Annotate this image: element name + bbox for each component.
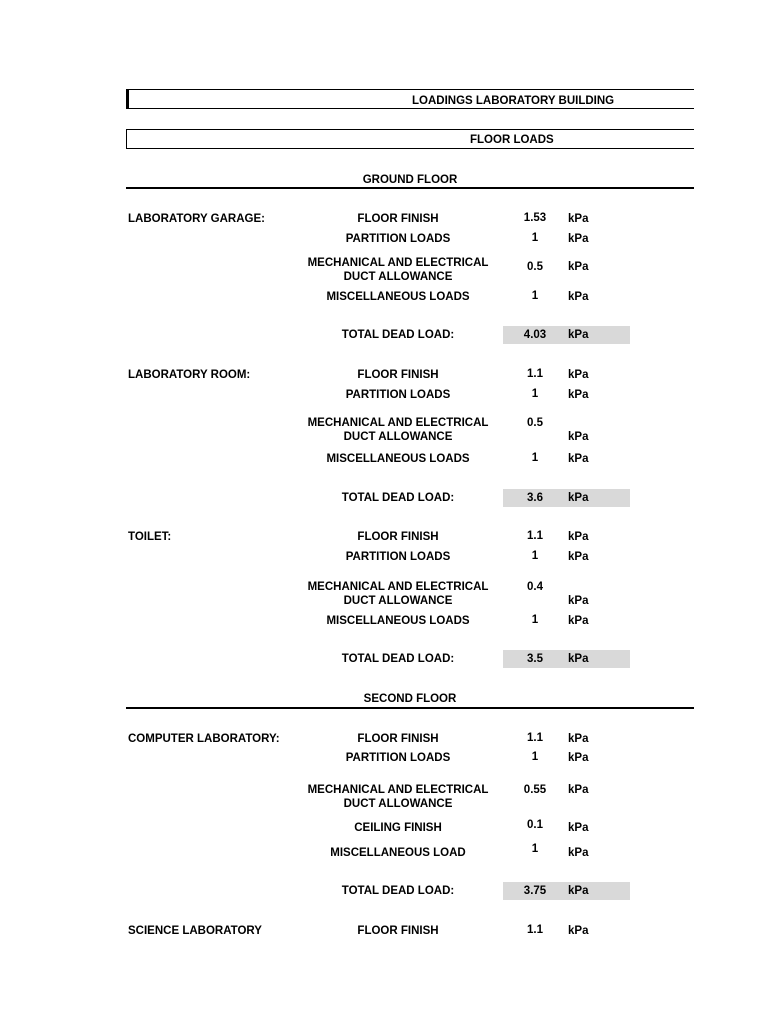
row-value: 0.1 (527, 819, 543, 831)
row-value: 1 (531, 452, 539, 464)
row-label: MISCELLANEOUS LOADS (326, 291, 470, 303)
row-value: 1 (531, 751, 539, 763)
row-label: MECHANICAL AND ELECTRICAL (307, 784, 489, 796)
row-value: 1.53 (523, 212, 547, 224)
row-unit: kPa (568, 847, 589, 859)
group-name-computer-laboratory: COMPUTER LABORATORY: (128, 733, 280, 745)
row-value: 1.1 (527, 732, 543, 744)
section-heading-second-floor: SECOND FLOOR (363, 693, 457, 705)
row-label: PARTITION LOADS (345, 551, 451, 563)
row-label: FLOOR FINISH (357, 925, 439, 937)
row-label: FLOOR FINISH (357, 369, 439, 381)
row-label: PARTITION LOADS (345, 233, 451, 245)
row-value: 1.1 (527, 368, 543, 380)
row-value: 1 (531, 843, 539, 855)
row-label: FLOOR FINISH (357, 733, 439, 745)
row-value: 1 (531, 290, 539, 302)
document-title: LOADINGS LABORATORY BUILDING (412, 95, 615, 107)
row-value: 0.5 (527, 261, 543, 273)
row-unit: kPa (568, 431, 589, 443)
row-unit: kPa (568, 531, 589, 543)
row-label: FLOOR FINISH (357, 213, 439, 225)
total-unit: kPa (568, 885, 589, 897)
row-value: 0.5 (527, 417, 543, 429)
total-label: TOTAL DEAD LOAD: (341, 653, 455, 665)
row-label-line2: DUCT ALLOWANCE (343, 595, 453, 607)
row-label: PARTITION LOADS (345, 752, 451, 764)
total-unit: kPa (568, 653, 589, 665)
row-value: 1 (531, 232, 539, 244)
row-value: 1.1 (527, 924, 543, 936)
row-value: 1 (531, 614, 539, 626)
total-unit: kPa (568, 329, 589, 341)
row-unit: kPa (568, 369, 589, 381)
row-label: MISCELLANEOUS LOADS (326, 453, 470, 465)
row-unit: kPa (568, 261, 589, 273)
total-value: 3.75 (523, 885, 547, 897)
row-value: 1 (531, 550, 539, 562)
total-label: TOTAL DEAD LOAD: (341, 885, 455, 897)
row-unit: kPa (568, 595, 589, 607)
row-label-line2: DUCT ALLOWANCE (343, 431, 453, 443)
row-label: MISCELLANEOUS LOAD (330, 847, 466, 859)
total-value: 4.03 (523, 329, 547, 341)
total-value: 3.6 (527, 492, 543, 504)
row-label-line2: DUCT ALLOWANCE (343, 798, 453, 810)
row-unit: kPa (568, 822, 589, 834)
row-value: 0.55 (523, 784, 547, 796)
row-unit: kPa (568, 233, 589, 245)
document-subtitle: FLOOR LOADS (470, 134, 554, 146)
total-label: TOTAL DEAD LOAD: (341, 492, 455, 504)
row-label: PARTITION LOADS (345, 389, 451, 401)
group-name-science-laboratory: SCIENCE LABORATORY (128, 925, 262, 937)
total-label: TOTAL DEAD LOAD: (341, 329, 455, 341)
row-label: MECHANICAL AND ELECTRICAL (307, 417, 489, 429)
total-value: 3.5 (527, 653, 543, 665)
row-unit: kPa (568, 213, 589, 225)
row-label: MECHANICAL AND ELECTRICAL (307, 257, 489, 269)
subtitle-box (126, 129, 694, 149)
row-unit: kPa (568, 784, 589, 796)
row-unit: kPa (568, 615, 589, 627)
row-label: MISCELLANEOUS LOADS (326, 615, 470, 627)
row-value: 1 (531, 388, 539, 400)
row-unit: kPa (568, 389, 589, 401)
row-label: FLOOR FINISH (357, 531, 439, 543)
group-name-laboratory-room: LABORATORY ROOM: (128, 369, 251, 381)
row-value: 0.4 (527, 581, 543, 593)
row-value: 1.1 (527, 530, 543, 542)
total-unit: kPa (568, 492, 589, 504)
section-heading-ground-floor: GROUND FLOOR (362, 174, 458, 186)
row-label: CEILING FINISH (354, 822, 442, 834)
row-unit: kPa (568, 925, 589, 937)
group-name-toilet: TOILET: (128, 531, 172, 543)
section-divider (126, 187, 694, 189)
row-unit: kPa (568, 733, 589, 745)
row-unit: kPa (568, 453, 589, 465)
row-unit: kPa (568, 551, 589, 563)
row-label-line2: DUCT ALLOWANCE (343, 271, 453, 283)
row-unit: kPa (568, 752, 589, 764)
section-divider (126, 707, 694, 709)
group-name-laboratory-garage: LABORATORY GARAGE: (128, 213, 265, 225)
row-unit: kPa (568, 291, 589, 303)
row-label: MECHANICAL AND ELECTRICAL (307, 581, 489, 593)
